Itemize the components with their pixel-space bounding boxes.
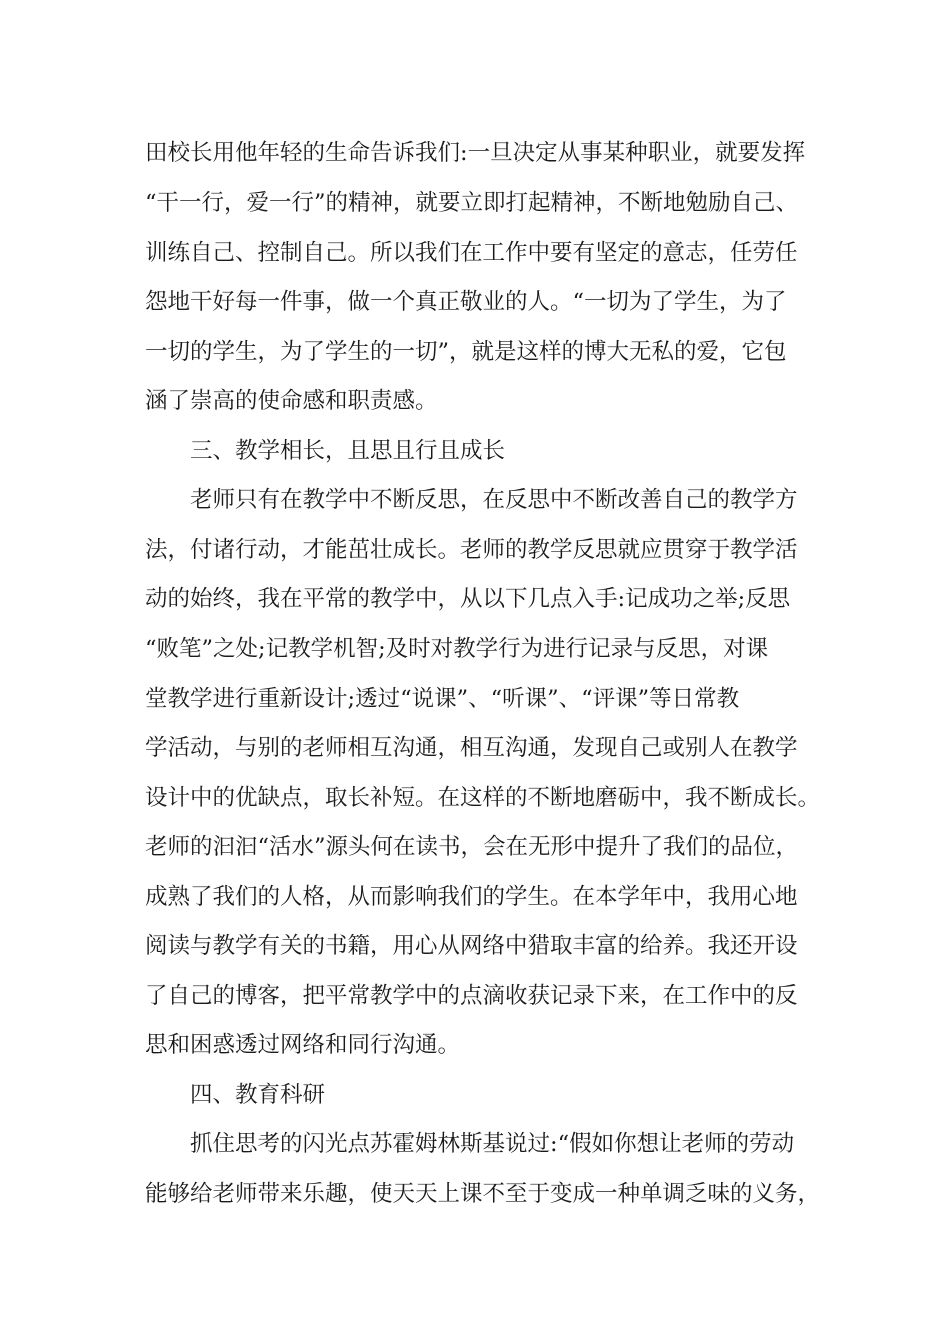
text-line: 能够给老师带来乐趣，使天天上课不至于变成一种单调乏味的义务， [145,1181,821,1207]
text-line: 学活动，与别的老师相互沟通，相互沟通，发现自己或别人在教学 [145,735,798,761]
text-line: 思和困惑透过网络和同行沟通。 [145,1032,461,1058]
text-line: 成熟了我们的人格，从而影响我们的学生。在本学年中，我用心地 [145,884,798,910]
text-line: 老师的汩汩“活水”源头何在读书，会在无形中提升了我们的品位， [145,834,799,860]
text-line: 抓住思考的闪光点苏霍姆林斯基说过:“假如你想让老师的劳动 [190,1131,795,1157]
text-line: 涵了崇高的使命感和职责感。 [145,388,438,414]
text-line: 田校长用他年轻的生命告诉我们:一旦决定从事某种职业，就要发挥 [145,140,806,166]
text-line: 老师只有在教学中不断反思，在反思中不断改善自己的教学方 [190,487,798,513]
section-heading: 四、教育科研 [190,1082,326,1108]
text-line: 训练自己、控制自己。所以我们在工作中要有坚定的意志，任劳任 [145,240,798,266]
text-line: 一切的学生，为了学生的一切”，就是这样的博大无私的爱，它包 [145,339,787,365]
text-line: 堂教学进行重新设计;透过“说课”、“听课”、“评课”等日常教 [145,686,740,712]
text-line: 设计中的优缺点，取长补短。在这样的不断地磨砺中，我不断成长。 [145,785,821,811]
text-line: “败笔”之处;记教学机智;及时对教学行为进行记录与反思，对课 [145,636,769,662]
text-line: 怨地干好每一件事，做一个真正敬业的人。“一切为了学生，为了 [145,289,787,315]
text-line: 动的始终，我在平常的教学中，从以下几点入手:记成功之举;反思 [145,586,791,612]
section-heading: 三、教学相长，且思且行且成长 [190,438,506,464]
text-line: 阅读与教学有关的书籍，用心从网络中猎取丰富的给养。我还开设 [145,933,798,959]
text-line: 了自己的博客，把平常教学中的点滴收获记录下来，在工作中的反 [145,983,798,1009]
text-line: 法，付诸行动，才能茁壮成长。老师的教学反思就应贯穿于教学活 [145,537,798,563]
text-line: “干一行，爱一行”的精神，就要立即打起精神，不断地勉励自己、 [145,190,799,216]
